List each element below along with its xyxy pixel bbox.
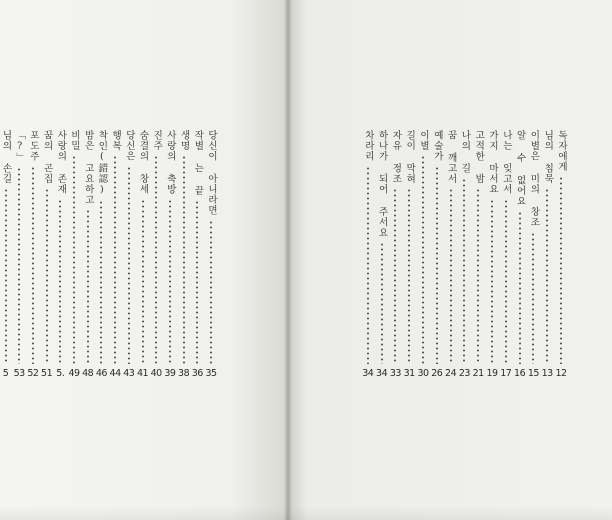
toc-page-number: 13 (541, 368, 553, 379)
toc-entry-title: 이별은 미의 창조 (528, 130, 540, 228)
toc-page-number: 43 (123, 368, 135, 379)
toc-page-number: 46 (95, 368, 107, 379)
toc-dot-leader (87, 209, 89, 364)
toc-entry-title: 밤은 고요하고 (82, 130, 94, 205)
toc-entry (191, 130, 203, 380)
toc-page-number: 48 (82, 368, 94, 379)
toc-entry (514, 130, 526, 380)
toc-entry-title: 차라리 (362, 130, 374, 162)
toc-dot-leader (169, 199, 171, 365)
toc-dot-leader (491, 199, 493, 365)
toc-entry-title: 진주 (151, 130, 163, 151)
toc-dot-leader (477, 188, 479, 364)
toc-entry-title: 사랑의 존재 (55, 130, 67, 195)
toc-entry-title: 독자에게 (556, 130, 567, 172)
toc-entry (431, 130, 443, 380)
toc-page-number: 21 (472, 368, 484, 379)
toc-dot-leader (505, 199, 507, 365)
toc-entry (95, 130, 107, 380)
toc-entry (205, 130, 217, 380)
toc-page-number: 52 (27, 368, 39, 379)
toc-entry (486, 130, 498, 380)
toc-entry (0, 130, 12, 380)
toc-page-number: 5. (56, 368, 65, 379)
toc-dot-leader (210, 220, 212, 365)
toc-page-number: 53 (13, 368, 25, 379)
toc-page-number: 5 (2, 368, 9, 379)
toc-page-number: 23 (458, 368, 470, 379)
toc-entry-title: 이별 (418, 130, 429, 151)
toc-dot-leader (436, 166, 438, 365)
toc-dot-leader (59, 199, 61, 365)
toc-page-number: 33 (389, 368, 401, 379)
toc-page-number: 15 (527, 368, 539, 379)
toc-page-number: 35 (205, 368, 217, 379)
toc-dot-leader (32, 166, 34, 365)
toc-entry (13, 130, 25, 380)
toc-page-number: 12 (555, 368, 567, 379)
right-page (288, 0, 612, 520)
toc-entry-title: 꿈의 곤집 (41, 130, 53, 184)
toc-page-number: 17 (500, 368, 512, 379)
toc-dot-leader (381, 242, 383, 364)
toc-page-number: 41 (136, 368, 149, 379)
toc-dot-leader (560, 176, 562, 364)
toc-page-number: 44 (109, 368, 121, 379)
toc-entry (541, 130, 553, 380)
toc-page-number: 16 (514, 368, 526, 379)
toc-entry-title: 알 수 없어요 (514, 130, 526, 207)
toc-entry (527, 130, 539, 380)
toc-page-number: 49 (68, 368, 80, 379)
toc-dot-leader (5, 188, 7, 364)
toc-entry-title: 사랑의 축방 (164, 130, 176, 195)
toc-entry-title: 포도주 (27, 130, 39, 162)
toc-entry-title: 「?」 (14, 130, 26, 163)
toc-entry-title: 자유 정조 (390, 130, 402, 184)
toc-page-number: 51 (41, 368, 53, 379)
toc-dot-leader (367, 166, 369, 365)
toc-page-number: 40 (150, 368, 162, 379)
toc-entry (41, 130, 53, 380)
toc-entry-title: 님의 침묵 (542, 130, 554, 184)
left-page (0, 0, 288, 520)
toc-dot-leader (422, 155, 424, 364)
toc-entry (178, 130, 190, 380)
toc-entry (82, 130, 94, 380)
toc-dot-leader (128, 166, 130, 365)
toc-entry (150, 130, 162, 380)
toc-entry (164, 130, 176, 380)
toc-dot-leader (546, 188, 548, 364)
toc-entry (27, 130, 39, 380)
toc-entry (362, 130, 374, 380)
toc-entry-title: 가지 마서요 (487, 130, 498, 195)
toc-entry (109, 130, 121, 380)
toc-entry-title: 행복 (110, 130, 122, 151)
toc-entry-title: 하나가 되어 주서요 (376, 130, 388, 238)
toc-dot-leader (463, 178, 465, 365)
toc-dot-leader (394, 188, 396, 364)
toc-dot-leader (100, 200, 102, 364)
toc-entry (376, 130, 388, 380)
toc-dot-leader (408, 188, 410, 364)
toc-entry (445, 130, 457, 380)
toc-dot-leader (183, 155, 185, 364)
toc-entry-title: 비밀 (69, 130, 80, 151)
toc-entry-title: 님의 손길 (0, 130, 12, 184)
toc-dot-leader (532, 232, 534, 365)
toc-dot-leader (142, 199, 144, 365)
toc-entry (472, 130, 484, 380)
toc-entry (123, 130, 135, 380)
page-shadow (0, 506, 612, 520)
toc-page-number: 31 (403, 368, 415, 379)
toc-entry (68, 130, 80, 380)
toc-entry-title: 숨결의 창세 (137, 130, 149, 195)
toc-entry (555, 130, 567, 380)
toc-entry (417, 130, 429, 380)
toc-page-number: 26 (431, 368, 443, 379)
toc-page-number: 34 (376, 368, 388, 379)
toc-entry-title: 생명 (178, 130, 190, 151)
toc-entry-title: 고적한 밤 (473, 130, 485, 184)
toc-entry-title: 예술가 (431, 130, 443, 162)
toc-page-number: 24 (445, 368, 457, 379)
toc-entry-title: 꿈 깨고서 (445, 130, 457, 184)
toc-entry (500, 130, 512, 380)
toc-page-number: 30 (417, 368, 429, 379)
toc-entry (403, 130, 415, 380)
toc-entry-title: 길이 막혀 (404, 130, 416, 184)
toc-page-number: 39 (164, 368, 176, 379)
toc-entry-title: 작별 는 끝 (192, 130, 204, 196)
toc-dot-leader (114, 155, 116, 364)
toc-dot-leader (450, 188, 452, 364)
toc-page-number: 38 (178, 368, 190, 379)
toc-entry-title: 나는 잊고서 (500, 130, 512, 195)
toc-dot-leader (519, 211, 521, 365)
toc-dot-leader (46, 188, 48, 364)
toc-dot-leader (18, 167, 20, 364)
toc-entry (54, 130, 66, 380)
book-gutter (284, 0, 292, 520)
toc-entry-title: 당신이 아니라면 (206, 130, 217, 216)
toc-dot-leader (196, 200, 198, 364)
toc-page-number: 34 (362, 368, 374, 379)
toc-dot-leader (73, 155, 75, 364)
toc-dot-leader (155, 155, 157, 364)
toc-entry (458, 130, 470, 380)
toc-entry (137, 130, 149, 380)
toc-entry-title: 당신은 (123, 130, 135, 162)
toc-entry (389, 130, 401, 380)
toc-entry-title: 나의 길 (459, 130, 471, 174)
toc-page-number: 36 (191, 368, 203, 379)
toc-page-number: 19 (486, 368, 498, 379)
toc-entry-title: 착인(錯認) (96, 130, 108, 196)
